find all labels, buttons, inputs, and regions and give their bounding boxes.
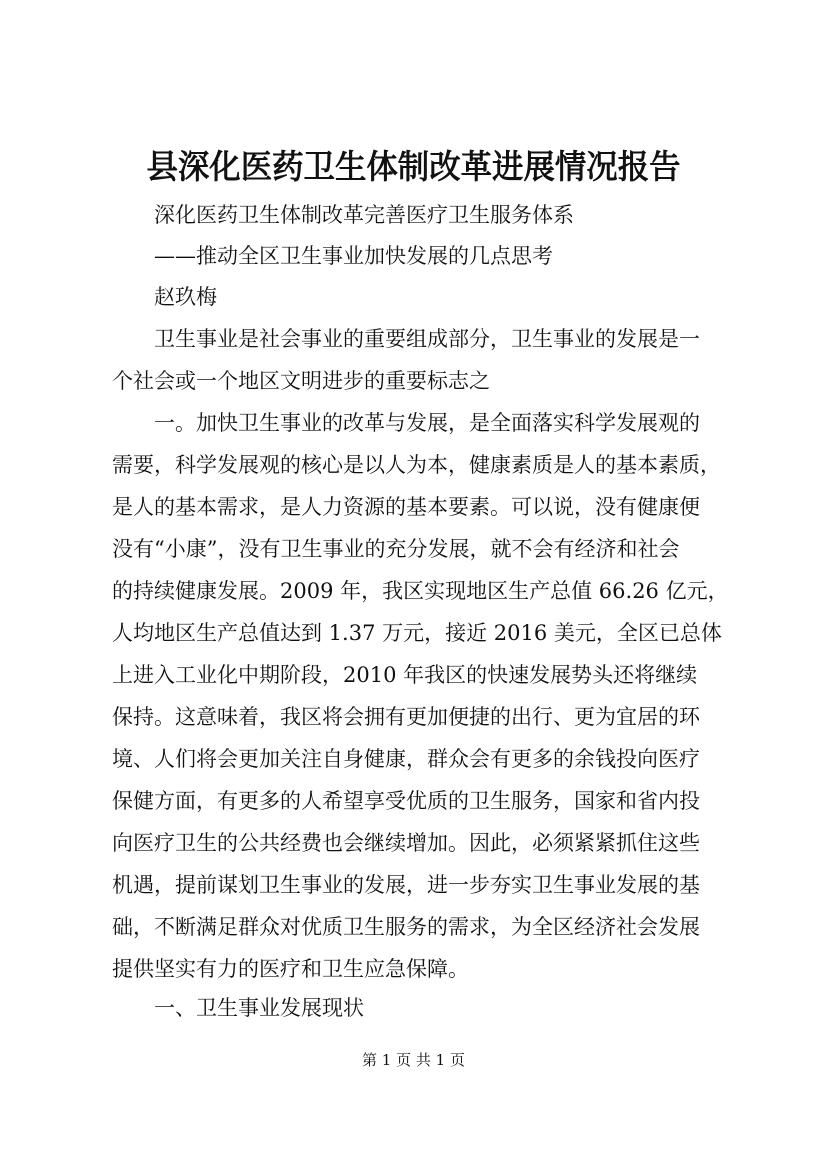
- document-title: 县深化医药卫生体制改革进展情况报告: [146, 147, 681, 186]
- paragraph-2-line: 需要，科学发展观的核心是以人为本，健康素质是人的基本素质，: [112, 453, 721, 477]
- paragraph-2-line: 是人的基本需求，是人力资源的基本要素。可以说，没有健康便: [112, 495, 700, 519]
- paragraph-1-line: 卫生事业是社会事业的重要组成部分，卫生事业的发展是一: [154, 327, 700, 351]
- paragraph-1-line: 个社会或一个地区文明进步的重要标志之: [112, 369, 490, 393]
- paragraph-2-line: 一。加快卫生事业的改革与发展，是全面落实科学发展观的: [154, 411, 700, 435]
- paragraph-2-line: 没有“小康”，没有卫生事业的充分发展，就不会有经济和社会: [112, 537, 680, 561]
- paragraph-2-line: 础，不断满足群众对优质卫生服务的需求，为全区经济社会发展: [112, 915, 700, 939]
- paragraph-2-line: 机遇，提前谋划卫生事业的发展，进一步夯实卫生事业发展的基: [112, 873, 700, 897]
- paragraph-2-line: 境、人们将会更加关注自身健康，群众会有更多的余钱投向医疗: [112, 747, 700, 771]
- paragraph-2-line: 保持。这意味着，我区将会拥有更加便捷的出行、更为宜居的环: [112, 705, 700, 729]
- paragraph-2-line: 向医疗卫生的公共经费也会继续增加。因此，必须紧紧抓住这些: [112, 831, 700, 855]
- paragraph-2-line: 保健方面，有更多的人希望享受优质的卫生服务，国家和省内投: [112, 789, 700, 813]
- section-heading: 一、卫生事业发展现状: [154, 996, 364, 1020]
- paragraph-2-line: 提供坚实有力的医疗和卫生应急保障。: [112, 957, 469, 981]
- subtitle-line-1: 深化医药卫生体制改革完善医疗卫生服务体系: [154, 203, 574, 227]
- paragraph-2-line: 人均地区生产总值达到 1.37 万元，接近 2016 美元，全区已总体: [112, 621, 722, 645]
- author-name: 赵玖梅: [154, 285, 217, 309]
- subtitle-line-2: ——推动全区卫生事业加快发展的几点思考: [154, 244, 553, 268]
- page-footer: 第 1 页 共 1 页: [362, 1051, 465, 1069]
- paragraph-2-line: 的持续健康发展。2009 年，我区实现地区生产总值 66.26 亿元，: [112, 579, 729, 603]
- paragraph-2-line: 上进入工业化中期阶段，2010 年我区的快速发展势头还将继续: [112, 663, 698, 687]
